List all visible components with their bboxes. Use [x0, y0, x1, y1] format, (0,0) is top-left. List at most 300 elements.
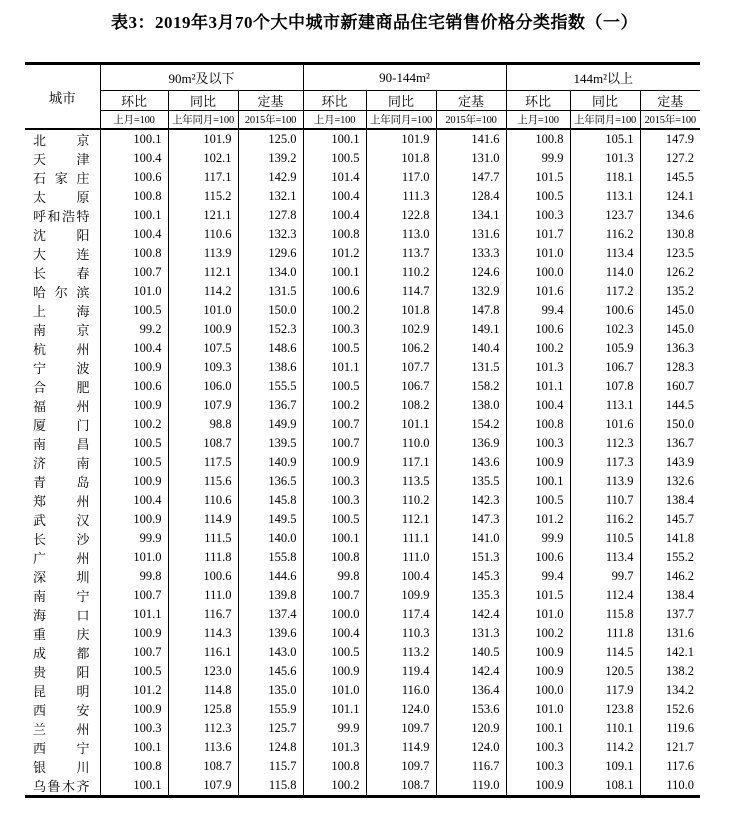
value-cell: 142.4: [436, 605, 506, 624]
value-cell: 107.7: [366, 358, 436, 377]
table-row: [25, 586, 700, 605]
header-row-base-period: [25, 111, 700, 130]
value-cell: 131.6: [640, 624, 700, 643]
value-cell: 120.5: [570, 662, 640, 681]
value-cell: 114.9: [168, 510, 238, 529]
value-cell: 126.2: [640, 263, 700, 282]
value-cell: 155.5: [238, 377, 303, 396]
city-cell: 太原: [25, 187, 100, 206]
value-cell: 101.0: [303, 681, 366, 700]
value-cell: 101.2: [100, 681, 168, 700]
value-cell: 135.0: [238, 681, 303, 700]
value-cell: 110.2: [366, 263, 436, 282]
value-cell: 139.8: [238, 586, 303, 605]
value-cell: 119.0: [436, 776, 506, 797]
value-cell: 147.3: [436, 510, 506, 529]
value-cell: 100.5: [303, 643, 366, 662]
value-cell: 100.4: [303, 206, 366, 225]
city-cell: 广州: [25, 548, 100, 567]
value-cell: 106.2: [366, 339, 436, 358]
value-cell: 100.4: [100, 491, 168, 510]
value-cell: 101.2: [506, 510, 570, 529]
city-cell: 郑州: [25, 491, 100, 510]
value-cell: 113.9: [168, 244, 238, 263]
value-cell: 100.9: [303, 453, 366, 472]
value-cell: 114.5: [570, 643, 640, 662]
value-cell: 148.6: [238, 339, 303, 358]
table-row: [25, 129, 700, 149]
value-cell: 100.2: [506, 339, 570, 358]
table-row: [25, 719, 700, 738]
value-cell: 124.0: [436, 738, 506, 757]
value-cell: 142.3: [436, 491, 506, 510]
value-cell: 100.5: [100, 434, 168, 453]
value-cell: 138.6: [238, 358, 303, 377]
value-cell: 101.2: [303, 244, 366, 263]
value-cell: 111.5: [168, 529, 238, 548]
table-row: [25, 491, 700, 510]
value-cell: 132.1: [238, 187, 303, 206]
table-row: [25, 700, 700, 719]
value-cell: 147.7: [436, 168, 506, 187]
value-cell: 110.6: [168, 225, 238, 244]
value-cell: 100.9: [168, 320, 238, 339]
value-cell: 116.0: [366, 681, 436, 700]
value-cell: 141.8: [640, 529, 700, 548]
base-label-2015-g3: 2015年=100: [640, 111, 700, 130]
value-cell: 101.0: [506, 605, 570, 624]
value-cell: 124.8: [238, 738, 303, 757]
value-cell: 100.3: [303, 320, 366, 339]
city-cell: 西宁: [25, 738, 100, 757]
value-cell: 106.7: [366, 377, 436, 396]
table-header: [25, 64, 700, 130]
group-header-over-144sqm: 144m²以上: [506, 64, 700, 91]
value-cell: 142.1: [640, 643, 700, 662]
base-label-same-month-last-year-g1: 上年同月=100: [168, 111, 238, 130]
value-cell: 146.2: [640, 567, 700, 586]
value-cell: 145.3: [436, 567, 506, 586]
value-cell: 114.8: [168, 681, 238, 700]
value-cell: 111.0: [168, 586, 238, 605]
value-cell: 158.2: [436, 377, 506, 396]
subheader-fixed-base-g2: 定基: [436, 91, 506, 111]
value-cell: 100.9: [506, 776, 570, 797]
value-cell: 134.6: [640, 206, 700, 225]
value-cell: 131.6: [436, 225, 506, 244]
city-cell: 济南: [25, 453, 100, 472]
value-cell: 106.7: [570, 358, 640, 377]
value-cell: 115.8: [570, 605, 640, 624]
table-row: [25, 187, 700, 206]
value-cell: 109.7: [366, 757, 436, 776]
city-cell: 福州: [25, 396, 100, 415]
value-cell: 117.2: [570, 282, 640, 301]
city-cell: 呼和浩特: [25, 206, 100, 225]
table-title: 表3：2019年3月70个大中城市新建商品住宅销售价格分类指数（一）: [111, 13, 638, 32]
value-cell: 101.1: [100, 605, 168, 624]
value-cell: 99.4: [506, 567, 570, 586]
value-cell: 143.6: [436, 453, 506, 472]
value-cell: 151.3: [436, 548, 506, 567]
city-cell: 西安: [25, 700, 100, 719]
value-cell: 99.2: [100, 320, 168, 339]
value-cell: 145.0: [640, 320, 700, 339]
city-cell: 武汉: [25, 510, 100, 529]
value-cell: 160.7: [640, 377, 700, 396]
table-row: [25, 377, 700, 396]
value-cell: 100.9: [100, 700, 168, 719]
value-cell: 131.0: [436, 149, 506, 168]
table-row: [25, 206, 700, 225]
value-cell: 116.1: [168, 643, 238, 662]
city-cell: 昆明: [25, 681, 100, 700]
value-cell: 123.8: [570, 700, 640, 719]
value-cell: 100.3: [506, 738, 570, 757]
value-cell: 100.1: [303, 529, 366, 548]
value-cell: 99.8: [303, 567, 366, 586]
value-cell: 138.0: [436, 396, 506, 415]
value-cell: 100.7: [100, 643, 168, 662]
table-row: [25, 567, 700, 586]
value-cell: 100.6: [303, 282, 366, 301]
value-cell: 100.8: [100, 187, 168, 206]
table-row: [25, 624, 700, 643]
value-cell: 115.6: [168, 472, 238, 491]
value-cell: 101.6: [506, 282, 570, 301]
value-cell: 129.6: [238, 244, 303, 263]
value-cell: 127.8: [238, 206, 303, 225]
city-column-header: 城市: [25, 64, 100, 130]
table-row: [25, 757, 700, 776]
value-cell: 131.5: [238, 282, 303, 301]
city-cell: 长春: [25, 263, 100, 282]
city-cell: 深圳: [25, 567, 100, 586]
value-cell: 149.1: [436, 320, 506, 339]
value-cell: 100.5: [506, 491, 570, 510]
value-cell: 100.6: [168, 567, 238, 586]
value-cell: 114.2: [168, 282, 238, 301]
value-cell: 117.5: [168, 453, 238, 472]
city-cell: 石家庄: [25, 168, 100, 187]
value-cell: 133.3: [436, 244, 506, 263]
value-cell: 105.9: [570, 339, 640, 358]
value-cell: 136.7: [238, 396, 303, 415]
value-cell: 100.9: [100, 396, 168, 415]
document-page: [0, 12, 749, 798]
value-cell: 145.7: [640, 510, 700, 529]
table-row: [25, 301, 700, 320]
value-cell: 101.1: [303, 700, 366, 719]
value-cell: 100.8: [303, 548, 366, 567]
city-cell: 宁波: [25, 358, 100, 377]
value-cell: 113.1: [570, 396, 640, 415]
value-cell: 101.0: [506, 700, 570, 719]
value-cell: 113.6: [168, 738, 238, 757]
base-label-prev-month-g3: 上月=100: [506, 111, 570, 130]
value-cell: 147.9: [640, 129, 700, 149]
value-cell: 131.5: [436, 358, 506, 377]
value-cell: 134.2: [640, 681, 700, 700]
value-cell: 99.4: [506, 301, 570, 320]
value-cell: 141.6: [436, 129, 506, 149]
city-cell: 青岛: [25, 472, 100, 491]
value-cell: 100.5: [303, 149, 366, 168]
value-cell: 99.9: [303, 719, 366, 738]
value-cell: 138.4: [640, 586, 700, 605]
value-cell: 101.3: [506, 358, 570, 377]
value-cell: 110.0: [640, 776, 700, 797]
price-index-table: [25, 62, 700, 798]
value-cell: 113.5: [366, 472, 436, 491]
value-cell: 100.5: [100, 453, 168, 472]
header-row-index-type: [25, 91, 700, 111]
value-cell: 125.8: [168, 700, 238, 719]
value-cell: 145.0: [640, 301, 700, 320]
value-cell: 100.1: [303, 263, 366, 282]
value-cell: 120.9: [436, 719, 506, 738]
city-cell: 大连: [25, 244, 100, 263]
value-cell: 100.8: [506, 415, 570, 434]
table-row: [25, 453, 700, 472]
value-cell: 100.6: [100, 168, 168, 187]
city-cell: 重庆: [25, 624, 100, 643]
table-row: [25, 358, 700, 377]
value-cell: 153.6: [436, 700, 506, 719]
value-cell: 111.8: [168, 548, 238, 567]
value-cell: 117.6: [640, 757, 700, 776]
value-cell: 100.2: [303, 776, 366, 797]
header-row-groups: [25, 64, 700, 91]
value-cell: 108.7: [168, 434, 238, 453]
value-cell: 154.2: [436, 415, 506, 434]
value-cell: 101.3: [570, 149, 640, 168]
value-cell: 113.7: [366, 244, 436, 263]
group-header-under-90sqm: 90m²及以下: [100, 64, 303, 91]
subheader-yoy-g1: 同比: [168, 91, 238, 111]
table-row: [25, 776, 700, 797]
value-cell: 100.3: [303, 491, 366, 510]
value-cell: 100.8: [303, 757, 366, 776]
value-cell: 100.0: [303, 605, 366, 624]
value-cell: 145.6: [238, 662, 303, 681]
value-cell: 139.6: [238, 624, 303, 643]
value-cell: 101.0: [100, 548, 168, 567]
value-cell: 100.9: [100, 358, 168, 377]
value-cell: 115.8: [238, 776, 303, 797]
value-cell: 100.7: [100, 263, 168, 282]
value-cell: 132.9: [436, 282, 506, 301]
subheader-yoy-g3: 同比: [570, 91, 640, 111]
value-cell: 114.9: [366, 738, 436, 757]
value-cell: 113.4: [570, 548, 640, 567]
table-row: [25, 434, 700, 453]
value-cell: 123.0: [168, 662, 238, 681]
value-cell: 123.7: [570, 206, 640, 225]
value-cell: 105.1: [570, 129, 640, 149]
value-cell: 138.2: [640, 662, 700, 681]
value-cell: 100.5: [303, 377, 366, 396]
value-cell: 100.6: [100, 377, 168, 396]
value-cell: 117.1: [366, 453, 436, 472]
value-cell: 140.0: [238, 529, 303, 548]
value-cell: 116.2: [570, 225, 640, 244]
value-cell: 100.9: [303, 662, 366, 681]
value-cell: 100.6: [506, 320, 570, 339]
value-cell: 101.6: [570, 415, 640, 434]
value-cell: 100.9: [100, 624, 168, 643]
value-cell: 143.9: [640, 453, 700, 472]
city-cell: 成都: [25, 643, 100, 662]
value-cell: 99.9: [506, 149, 570, 168]
value-cell: 100.2: [303, 396, 366, 415]
value-cell: 155.8: [238, 548, 303, 567]
city-cell: 南宁: [25, 586, 100, 605]
value-cell: 135.5: [436, 472, 506, 491]
value-cell: 155.9: [238, 700, 303, 719]
value-cell: 124.0: [366, 700, 436, 719]
value-cell: 144.5: [640, 396, 700, 415]
table-row: [25, 225, 700, 244]
city-cell: 沈阳: [25, 225, 100, 244]
value-cell: 142.4: [436, 662, 506, 681]
value-cell: 101.5: [506, 168, 570, 187]
value-cell: 102.9: [366, 320, 436, 339]
value-cell: 99.7: [570, 567, 640, 586]
value-cell: 116.2: [570, 510, 640, 529]
table-row: [25, 339, 700, 358]
value-cell: 100.9: [506, 453, 570, 472]
value-cell: 127.2: [640, 149, 700, 168]
value-cell: 100.5: [100, 301, 168, 320]
value-cell: 132.3: [238, 225, 303, 244]
value-cell: 117.9: [570, 681, 640, 700]
value-cell: 134.0: [238, 263, 303, 282]
value-cell: 140.5: [436, 643, 506, 662]
value-cell: 100.3: [100, 719, 168, 738]
value-cell: 150.0: [238, 301, 303, 320]
base-label-same-month-last-year-g2: 上年同月=100: [366, 111, 436, 130]
value-cell: 108.7: [168, 757, 238, 776]
value-cell: 108.2: [366, 396, 436, 415]
value-cell: 100.2: [506, 624, 570, 643]
value-cell: 101.1: [366, 415, 436, 434]
value-cell: 100.3: [506, 206, 570, 225]
value-cell: 145.5: [640, 168, 700, 187]
value-cell: 123.5: [640, 244, 700, 263]
value-cell: 145.8: [238, 491, 303, 510]
value-cell: 144.6: [238, 567, 303, 586]
value-cell: 101.8: [366, 301, 436, 320]
value-cell: 100.9: [506, 662, 570, 681]
city-cell: 兰州: [25, 719, 100, 738]
value-cell: 141.0: [436, 529, 506, 548]
value-cell: 114.0: [570, 263, 640, 282]
value-cell: 111.0: [366, 548, 436, 567]
value-cell: 99.9: [100, 529, 168, 548]
value-cell: 136.7: [640, 434, 700, 453]
value-cell: 112.1: [168, 263, 238, 282]
value-cell: 102.3: [570, 320, 640, 339]
table-row: [25, 415, 700, 434]
value-cell: 108.7: [366, 776, 436, 797]
value-cell: 110.2: [366, 491, 436, 510]
table-row: [25, 548, 700, 567]
value-cell: 140.9: [238, 453, 303, 472]
value-cell: 147.8: [436, 301, 506, 320]
value-cell: 124.6: [436, 263, 506, 282]
value-cell: 152.6: [640, 700, 700, 719]
value-cell: 137.4: [238, 605, 303, 624]
value-cell: 100.8: [100, 244, 168, 263]
value-cell: 100.8: [303, 225, 366, 244]
value-cell: 100.9: [506, 643, 570, 662]
value-cell: 101.3: [303, 738, 366, 757]
value-cell: 100.8: [506, 129, 570, 149]
value-cell: 111.3: [366, 187, 436, 206]
value-cell: 100.4: [100, 225, 168, 244]
city-cell: 海口: [25, 605, 100, 624]
value-cell: 100.2: [100, 415, 168, 434]
city-cell: 南昌: [25, 434, 100, 453]
value-cell: 100.1: [100, 738, 168, 757]
value-cell: 100.5: [506, 187, 570, 206]
value-cell: 140.4: [436, 339, 506, 358]
value-cell: 121.7: [640, 738, 700, 757]
value-cell: 100.4: [100, 149, 168, 168]
value-cell: 112.1: [366, 510, 436, 529]
value-cell: 118.1: [570, 168, 640, 187]
value-cell: 100.1: [100, 206, 168, 225]
table-row: [25, 529, 700, 548]
value-cell: 114.7: [366, 282, 436, 301]
value-cell: 113.9: [570, 472, 640, 491]
subheader-mom-g3: 环比: [506, 91, 570, 111]
value-cell: 117.1: [168, 168, 238, 187]
value-cell: 109.7: [366, 719, 436, 738]
subheader-mom-g1: 环比: [100, 91, 168, 111]
table-row: [25, 282, 700, 301]
value-cell: 100.6: [506, 548, 570, 567]
value-cell: 101.0: [100, 282, 168, 301]
table-row: [25, 510, 700, 529]
value-cell: 101.8: [366, 149, 436, 168]
group-header-90-144sqm: 90-144m²: [303, 64, 506, 91]
value-cell: 131.3: [436, 624, 506, 643]
base-label-2015-g1: 2015年=100: [238, 111, 303, 130]
base-label-same-month-last-year-g3: 上年同月=100: [570, 111, 640, 130]
value-cell: 149.9: [238, 415, 303, 434]
value-cell: 101.0: [168, 301, 238, 320]
value-cell: 100.2: [303, 301, 366, 320]
value-cell: 107.9: [168, 396, 238, 415]
table-row: [25, 168, 700, 187]
table-row: [25, 643, 700, 662]
base-label-2015-g2: 2015年=100: [436, 111, 506, 130]
value-cell: 100.5: [100, 662, 168, 681]
city-cell: 贵阳: [25, 662, 100, 681]
value-cell: 100.7: [303, 586, 366, 605]
value-cell: 110.3: [366, 624, 436, 643]
table-body: [25, 129, 700, 797]
value-cell: 110.5: [570, 529, 640, 548]
value-cell: 100.7: [303, 415, 366, 434]
value-cell: 114.2: [570, 738, 640, 757]
table-row: [25, 320, 700, 339]
value-cell: 108.1: [570, 776, 640, 797]
value-cell: 100.1: [100, 776, 168, 797]
value-cell: 115.2: [168, 187, 238, 206]
